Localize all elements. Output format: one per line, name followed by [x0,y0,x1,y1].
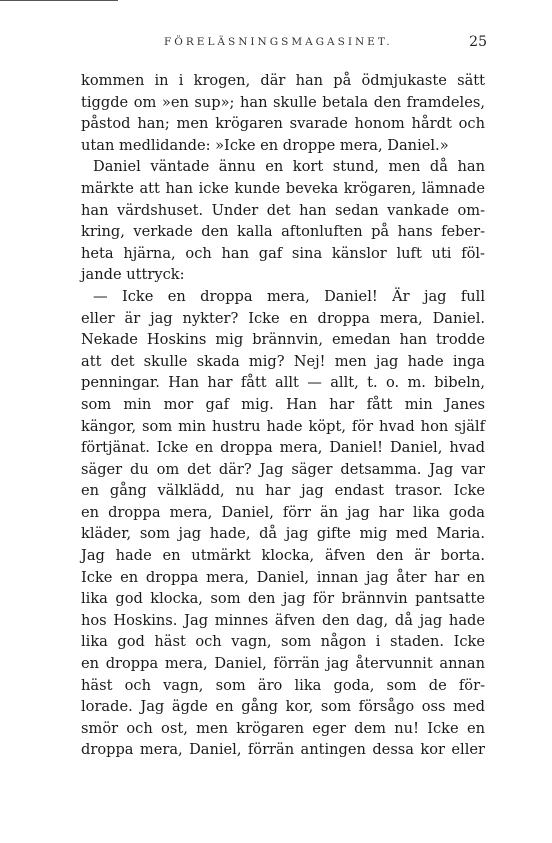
text-line: droppa mera, Daniel, förrän antingen dessa kor eller [81,741,485,759]
text-line: påstod han; men krögaren svarade honom hårdt och [81,115,485,133]
page-number: 25 [469,34,487,50]
text-line: utan medlidande: »Icke en droppe mera, Daniel.» [81,136,449,154]
text-line: säger du om det där? Jag säger detsamma. Jag var [81,460,485,478]
text-line: kläder, som jag hade, då jag gifte mig med Maria. [81,525,485,543]
text-line: kommen in i krogen, där han på ödmjukaste sätt [81,72,485,89]
text-line: penningar. Han har fått allt — allt, t. o. m. bibeln, [81,374,485,392]
text-line: en droppa mera, Daniel, förr än jag har lika goda [81,503,485,521]
running-head: FÖRELÄSNINGSMAGASINET. [164,36,393,48]
text-line: han värdshuset. Under det han sedan vankade om- [81,201,485,219]
page-header [80,36,500,56]
text-line: lika god häst och vagn, som någon i staden. Icke [81,633,485,651]
text-line: att det skulle skada mig? Nej! men jag hade inga [81,352,485,370]
text-line: lorade. Jag ägde en gång kor, som försågo oss med [81,698,485,716]
body-text [81,70,485,761]
text-line: eller är jag nykter? Icke en droppa mera, Daniel. [81,309,485,327]
text-line: som min mor gaf mig. Han har fått min Janes [81,395,485,413]
text-line: Nekade Hoskins mig brännvin, emedan han trodde [81,331,485,349]
text-line: lika god klocka, som den jag för brännvin pantsatte [81,590,485,608]
text-line: tiggde om »en sup»; han skulle betala den framdeles, [81,93,485,111]
text-line: heta hjärna, och han gaf sina känslor luft uti föl- [81,244,485,262]
text-line: en gång välklädd, nu har jag endast trasor. Icke [81,482,485,500]
text-line: kring, verkade den kalla aftonluften på hans feber- [81,223,485,241]
text-line: förtjänat. Icke en droppa mera, Daniel! Daniel, hvad [81,439,485,457]
text-line: märkte att han icke kunde beveka krögaren, lämnade [81,179,485,197]
text-line: en droppa mera, Daniel, förrän jag återvunnit annan [81,655,485,673]
top-edge-rule [0,0,118,1]
text-line: Icke en droppa mera, Daniel, innan jag åter har en [81,568,485,586]
text-line: häst och vagn, som äro lika goda, som de för- [81,676,485,694]
text-line: smör och ost, men krögaren eger dem nu! Icke en [81,719,485,737]
text-line: Jag hade en utmärkt klocka, äfven den är borta. [81,547,485,565]
text-line: hos Hoskins. Jag minnes äfven den dag, då jag hade [81,611,485,629]
text-line: jande uttryck: [81,266,185,284]
text-line: kängor, som min hustru hade köpt, för hvad hon själf [81,417,485,435]
text-line: — Icke en droppa mera, Daniel! Är jag full [93,287,485,305]
text-line: Daniel väntade ännu en kort stund, men då han [93,158,485,176]
